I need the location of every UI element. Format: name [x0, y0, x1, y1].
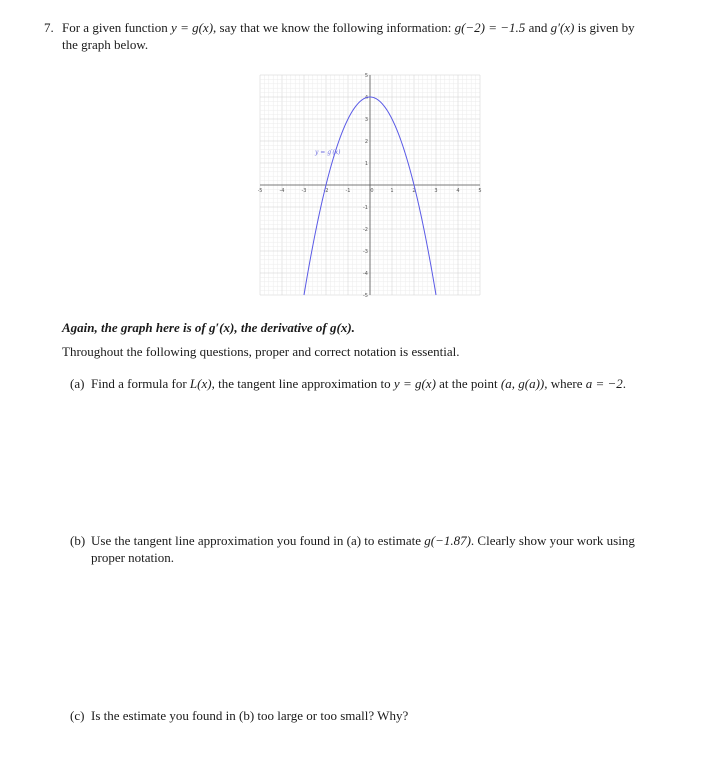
- x-tick-label: 0: [370, 188, 374, 194]
- problem-number: 7.: [44, 20, 54, 35]
- part-b-question-line2: proper notation.: [91, 550, 175, 565]
- x-tick-label: 3: [434, 188, 438, 194]
- math-gprime: g′(x): [550, 20, 575, 35]
- y-tick-label: 5: [364, 73, 368, 79]
- graph-axes: [260, 75, 480, 295]
- x-tick-label: -5: [258, 188, 263, 194]
- x-tick-label: 5: [478, 188, 482, 194]
- y-tick-label: 4: [364, 95, 368, 101]
- x-tick-label: -1: [345, 188, 351, 194]
- y-tick-label: -4: [363, 271, 368, 277]
- y-tick-label: -3: [363, 249, 368, 255]
- y-tick-label: -5: [363, 293, 368, 297]
- derivative-note: Again, the graph here is of g′(x), the derivative of g(x).: [62, 320, 355, 335]
- derivative-graph: [258, 73, 482, 297]
- y-tick-label: -2: [363, 227, 368, 233]
- part-b-question: Use the tangent line approximation you found in (a) to estimate g(−1.87). Clearly show your work using: [91, 533, 635, 548]
- math-g-minus2: g(−2) = −1.5: [454, 20, 526, 35]
- part-a-label: (a): [70, 376, 85, 391]
- part-c-label: (c): [70, 708, 85, 723]
- part-c-question: Is the estimate you found in (b) too large or too small? Why?: [91, 708, 409, 723]
- y-tick-label: 1: [364, 161, 368, 167]
- x-tick-label: 2: [412, 188, 416, 194]
- part-b-label: (b): [70, 533, 86, 548]
- x-tick-label: -3: [301, 188, 307, 194]
- x-tick-label: -2: [323, 188, 329, 194]
- x-tick-label: -4: [279, 188, 285, 194]
- y-tick-label: 3: [364, 117, 368, 123]
- y-tick-label: -1: [363, 205, 368, 211]
- y-tick-label: 2: [364, 139, 368, 145]
- notation-instruction: Throughout the following questions, proper and correct notation is essential.: [62, 344, 460, 359]
- x-tick-label: 1: [390, 188, 394, 194]
- part-a-question: Find a formula for L(x), the tangent line approximation to y = g(x) at the point (a, g(a)), where a = −2.: [91, 376, 627, 391]
- problem-intro-line1: For a given function y = g(x), say that we know the following information: g(−2) = −1.5 and g′(x) is given by: [62, 20, 635, 35]
- curve-label: y = g′(x): [315, 149, 341, 156]
- x-tick-label: 4: [456, 188, 460, 194]
- math-y-eq-g: y = g(x): [171, 20, 214, 35]
- problem-intro-line2: the graph below.: [62, 37, 149, 52]
